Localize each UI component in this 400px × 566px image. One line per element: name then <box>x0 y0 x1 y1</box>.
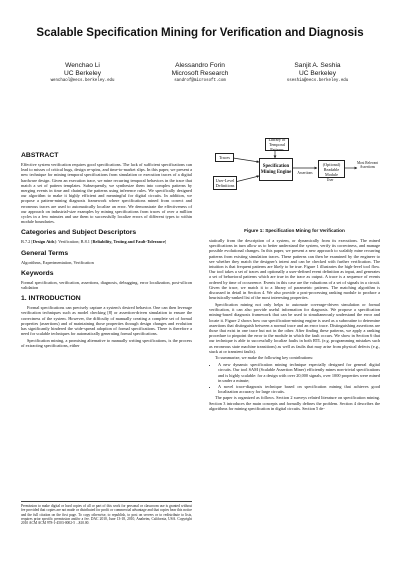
keywords-heading: Keywords <box>21 269 54 277</box>
body-paragraph: The paper is organized as follows. Section 2 surveys related literature on specification mining. Section 3 introduces the main concepts and formally defines the problem. Section 4 describes the algorithms for mining specification in digital circuits. Section 5 de- <box>209 395 380 411</box>
author-name: Wenchao Li <box>65 62 100 69</box>
ranking-module-box: (Optional) Readable Module <box>318 160 345 178</box>
user-definitions-box: User-Level Definitions <box>213 176 237 190</box>
author-name: Alessandro Forin <box>175 62 225 69</box>
abstract-heading: ABSTRACT <box>21 152 59 159</box>
author-email: wenchaol@eecs.berkeley.edu <box>50 79 115 83</box>
author-email: sseshia@eecs.berkeley.edu <box>286 79 349 83</box>
intro-paragraph: Specification mining, a promising alternative to manually writing specifications, is the process of extracting specifications, either <box>21 337 192 349</box>
introduction-heading: 1. INTRODUCTION <box>21 295 81 303</box>
categories-heading: Categories and Subject Descriptors <box>21 229 137 237</box>
keywords-text: Formal specification, verification, assertions, diagnosis, debugging, error localization, post-silicon validation <box>21 279 192 291</box>
right-column <box>209 238 380 413</box>
general-terms-text: Algorithms, Experimentation, Verification <box>21 259 94 265</box>
relevant-assertions-label: Most Relevant Assertions <box>356 161 379 170</box>
category-term: Design Aids <box>32 239 55 245</box>
left-column <box>21 152 192 350</box>
figure-1 <box>209 138 380 234</box>
body-paragraph: Specification mining not only helps to automate coverage-driven simulation or formal verification, it can also provide useful information for diagnosis. We propose a specification mining-based diagnosis framework that can be used to simultaneously understand the error and locate it. Figure 2 shows how our specification-mining engine is used as a subroutine to determine assertions that distinguish between a normal trace and an error trace. Distinguishing assertions are those that exist in one trace but not in the other. After finding these patterns, we apply a ranking procedure to pinpoint the error to the module in which the fault occurs. We show in Section 6 that our technique is able to successfully localize faults in both RTL (e.g. programming mistakes such as erroneous state machine transitions) as well as faults that may arise from physical defects (e.g., stuck at or transient faults). <box>209 301 380 354</box>
contribution-item: • A new dynamic specification mining technique especially designed for general digital circuits. Our tool SAM (Scalable Assertion Miner) efficiently mines non-trivial specifications and is highly scalable: for a design with over 20,000 signals, over 1000 properties were mined in under a minute; <box>218 362 380 383</box>
author-block <box>24 62 376 84</box>
arrow-definitions <box>235 176 259 182</box>
author-name: Sanjit A. Seshia <box>294 62 341 69</box>
assertions-label: Assertions <box>297 171 313 175</box>
copyright-footnote: Permission to make digital or hard copies of all or part of this work for personal or classroom use is granted without fee provided that copies are not made or distributed for profit or commercial advantage and that copies bear this notice and the full citation on the first page. To copy otherwise, to republish, to post on servers or to redistribute to lists, requires prior specific permission and/or a fee. DAC 2010, June 13-18, 2010, Anaheim, California, USA. Copyright 2010 ACM ACM 978-1-4503-0002-5 ...$10.00. <box>21 501 192 525</box>
category-term: Reliability, Testing and Fault-Tolerance <box>92 239 165 245</box>
mining-engine-box: Specification Mining Engine <box>259 158 293 181</box>
contribution-item: • A novel trace-diagnosis technique based on specification mining that achieves good localization accuracy for large circuits. <box>218 384 380 394</box>
author-affiliation: UC Berkeley <box>63 70 101 77</box>
author-affiliation: Microsoft Research <box>171 70 229 77</box>
body-paragraph: To summarize, we make the following key contributions: <box>215 355 314 361</box>
contribution-list <box>209 362 380 394</box>
body-paragraph: statically from the description of a system, or dynamically from its executions. The mined specifications in turn allow us to better understand the system, verify its correctness, and manage possible evolutional changes. In this paper, we present a new approach to scalably mine recurring patterns from existing simulation traces. These patterns can then be examined by the engineer to see whether they match the designer's intent and can be checked with further verification. The intuition is that frequent patterns are likely to be true. Figure 1 illustrates the high-level tool flow. Our tool takes a set of traces and optionally a user-defined event definition as input, and generates a set of behavioral patterns which are true in the trace as output. A trace is a sequence of events ordered by time of occurrence. Events in this case are the valuations of a set of signals in a circuit. Given the trace, we match it to a library of parametric patterns. The matching algorithm is discussed in detail in Section 4. We also provide a post-processing ranking module to produce a heuristically-ranked list of the most interesting properties. <box>209 238 380 301</box>
user-label: User <box>326 178 334 182</box>
library-box: Library of Temporal Patterns <box>265 138 289 151</box>
author-affiliation: UC Berkeley <box>298 70 336 77</box>
author-3 <box>259 62 376 84</box>
author-1 <box>24 62 141 84</box>
intro-paragraph: Formal specifications can precisely capture a system's desired behavior. One can then leverage verification techniques such as model checking [8] or assertion-driven simulation to ensure the correctness of the system. However, the difficulty of manually creating a complete set of formal properties (assertions) and of maintaining those properties through design changes and evolution has significantly hindered the wide-spread adoption of formal specifications. There is therefore a need for scalable techniques for automatically generating formal specifications. <box>21 305 192 337</box>
categories-text: B.7.2 [Design Aids]: Verification; B.8.1 [Reliability, Testing and Fault-Tolerance] <box>21 239 167 245</box>
traces-box: Traces <box>215 153 234 162</box>
figure-caption: Figure 1: Specification Mining for Verification <box>244 228 345 233</box>
author-email: sandrof@microsoft.com <box>174 79 226 83</box>
arrow-traces <box>233 158 259 162</box>
author-2 <box>142 62 259 84</box>
paper-title: Scalable Specification Mining for Verification and Diagnosis <box>36 27 364 39</box>
abstract-text: Effective system verification requires good specifications. The lack of sufficient specifications can lead to misses of critical bugs, design re-spins, and time-to-market slips. In this paper, we present a new technique for mining temporal specifications from simulation or execution traces of a digital hardware design. Given an execution trace, we mine recurring temporal behaviors in the trace that match a set of pattern templates. Subsequently, we synthesize them into complex patterns by merging events in time and chaining the patterns using inference rules. We specifically designed our algorithm to make it highly efficient and meaningful for digital circuits. In addition, we propose a pattern-mining diagnosis framework where specifications mined from correct and erroneous traces are used to automatically localize an error. We demonstrate the effectiveness of our approach on industrial-size examples by mining specifications from traces of over a million cycles in a few minutes and use them to successfully localize errors of different types to within module boundaries. <box>21 162 192 225</box>
general-terms-heading: General Terms <box>21 249 69 257</box>
